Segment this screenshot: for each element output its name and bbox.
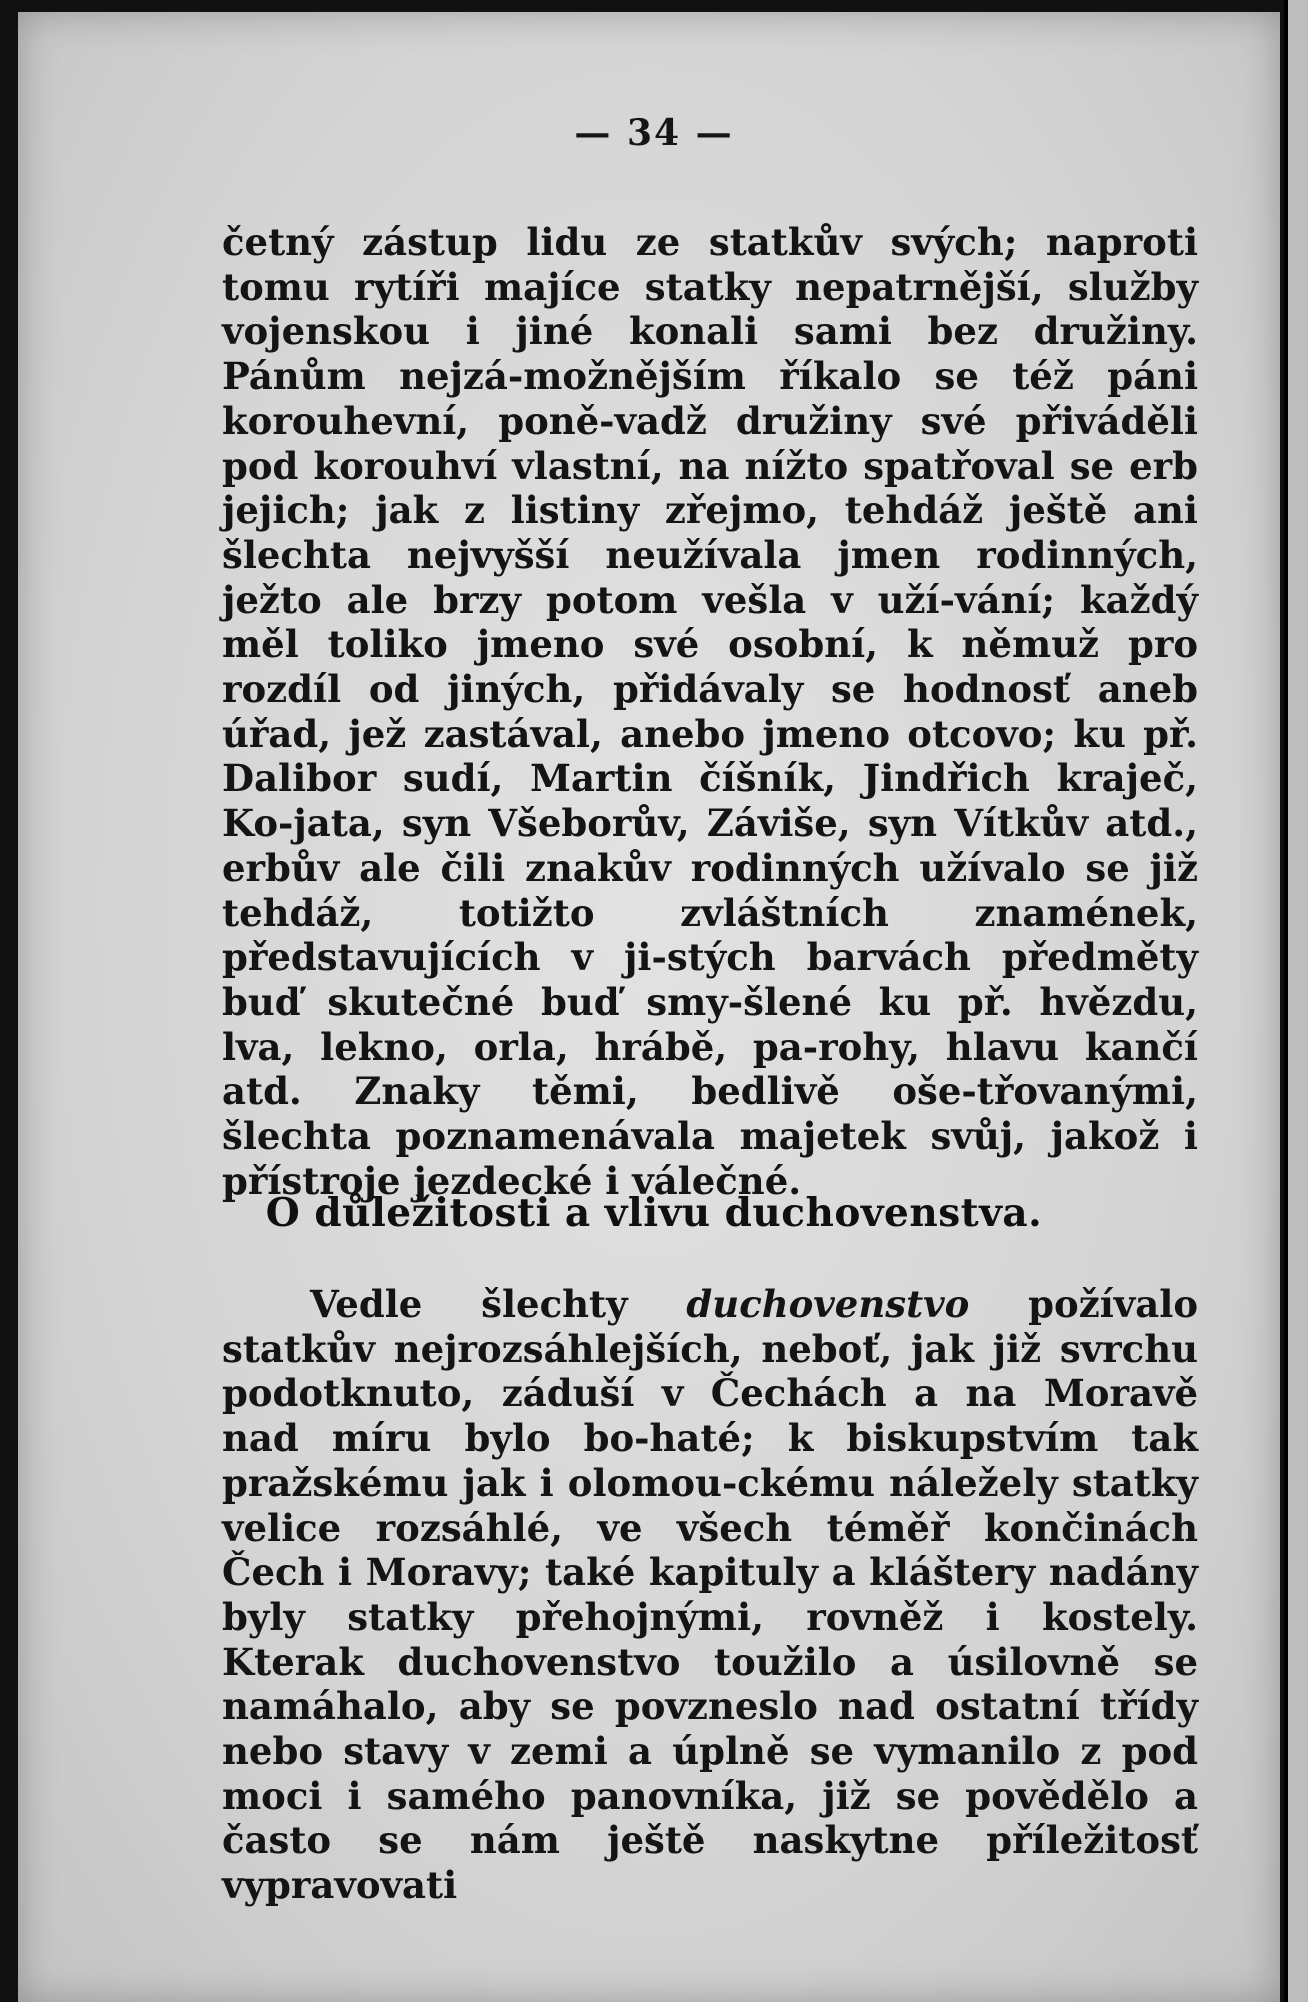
section-heading: O důležitosti a vlivu duchovenstva. — [265, 1190, 1043, 1236]
paragraph-clergy-rest: požívalo statkův nejrozsáhlejších, neboť, jak již svrchu podotknuto, záduší v Čechách a na Moravě nad míru bylo bo-haté; k biskupstvím tak pražskému jak i olomou-ckému náležely statky velice rozsáhlé, ve všech téměř končinách Čech i Moravy; také kapituly a kláštery nadány byly statky přehojnými, rovněž i kostely. Kterak duchovenstvo toužilo a úsilovně se namáhalo, aby se povzneslo nad ostatní třídy nebo stavy v zemi a úplně se vymanilo z pod moci i samého panovníka, již se povědělo a často se nám ještě naskytne příležitosť vypravovati — [222, 1282, 1198, 1908]
paragraph-nobility: četný zástup lidu ze statkův svých; naproti tomu rytíři majíce statky nepatrnější, služby vojenskou i jiné konali sami bez družiny. Pánům nejzá-možnějším říkalo se též páni korouhevní, poně-vadž družiny své přiváděli pod korouhví vlastní, na nížto spatřoval se erb jejich; jak z listiny zřejmo, tehdáž ještě ani šlechta nejvyšší neužívala jmen rodinných, ježto ale brzy potom vešla v uží-vání; každý měl toliko jmeno své osobní, k němuž pro rozdíl od jiných, přidávaly se hodnosť aneb úřad, jež zastával, anebo jmeno otcovo; ku př. Dalibor sudí, Martin číšník, Jindřich kraječ, Ko-jata, syn Všeborův, Záviše, syn Vítkův atd., erbův ale čili znakův rodinných užívalo se již tehdáž, totižto zvláštních znamének, představujících v ji-stých barvách předměty buď skutečné buď smy-šlené ku př. hvězdu, lva, lekno, orla, hrábě, pa-rohy, hlavu kančí atd. Znaky těmi, bedlivě oše-třovanými, šlechta poznamenávala majetek svůj, jakož i přístroje jezdecké i válečné. — [222, 220, 1198, 1203]
page-number: — 34 — — [574, 112, 734, 154]
emphasized-word: duchovenstvo — [686, 1282, 970, 1326]
paragraph-clergy-start: Vedle šlechty — [310, 1282, 687, 1326]
paragraph-clergy — [222, 1282, 1198, 1908]
binding-edge — [1284, 0, 1308, 2002]
body-section-1 — [222, 220, 1198, 1203]
body-section-2 — [222, 1282, 1198, 1908]
